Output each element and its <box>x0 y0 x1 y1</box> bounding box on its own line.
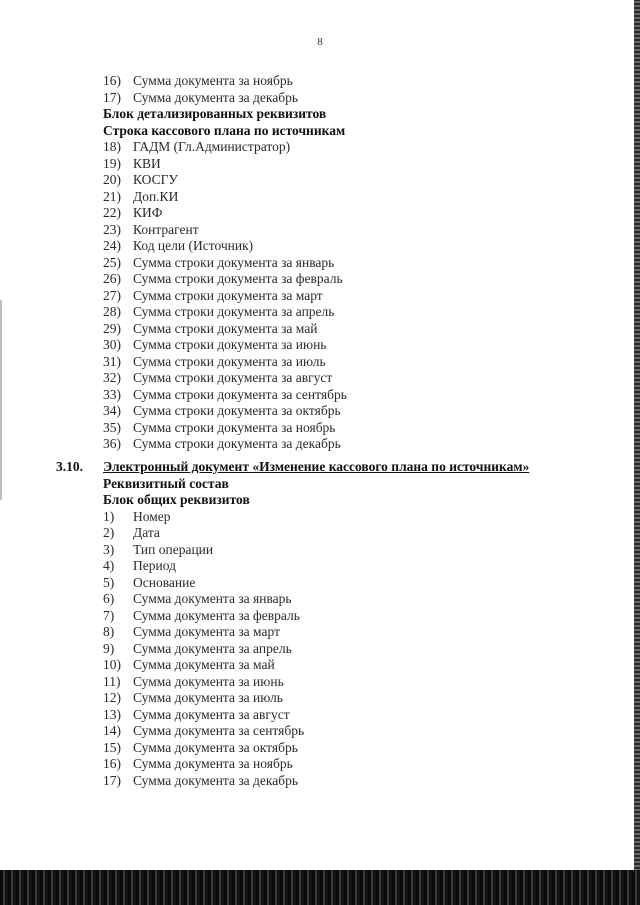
list-item-number: 21) <box>103 188 121 204</box>
section-title: Электронный документ «Изменение кассового плана по источникам» <box>103 458 530 474</box>
list-item-text: Сумма документа за июнь <box>133 673 284 689</box>
list-item-text: Сумма строки документа за июль <box>133 353 326 369</box>
list-item-number: 17) <box>103 89 121 105</box>
list-item-number: 28) <box>103 304 121 319</box>
list-item-text: Тип операции <box>133 541 214 557</box>
list-item <box>0 73 640 90</box>
list-item-number: 27) <box>103 287 121 303</box>
list-item-number: 1) <box>103 508 115 524</box>
list-item <box>0 608 640 625</box>
list-item-number: 7) <box>103 607 115 623</box>
list-item <box>0 436 640 453</box>
list-item <box>0 156 640 173</box>
list-item <box>0 139 640 156</box>
list-item <box>0 591 640 608</box>
list-item-text: Доп.КИ <box>133 188 179 204</box>
list-item-number: 10) <box>103 657 121 672</box>
list-item-number: 19) <box>103 155 121 171</box>
list-item-text: Сумма документа за февраль <box>133 607 300 623</box>
list-item-number: 17) <box>103 772 121 788</box>
page-number: 8 <box>317 36 323 48</box>
list-item-text: Контрагент <box>133 221 199 237</box>
list-item <box>0 723 640 740</box>
list-item-text: Сумма строки документа за январь <box>133 254 335 270</box>
list-item <box>0 773 640 790</box>
list-item-number: 4) <box>103 558 115 573</box>
list-item-text: Основание <box>133 574 196 590</box>
list-item-text: Сумма документа за ноябрь <box>133 73 293 88</box>
section-subheading: Блок общих реквизитов <box>103 492 250 507</box>
list-item-text: Код цели (Источник) <box>133 238 254 253</box>
detail-block-subheading: Строка кассового плана по источникам <box>103 122 346 138</box>
list-item-text: Сумма документа за март <box>133 624 280 639</box>
top-list <box>0 73 640 106</box>
document-body <box>0 73 640 789</box>
list-item <box>0 525 640 542</box>
scan-bottom-band <box>0 870 640 905</box>
list-item-text: Сумма строки документа за март <box>133 287 323 303</box>
list-item <box>0 90 640 107</box>
list-item-text: Сумма документа за май <box>133 657 275 672</box>
list-item <box>0 403 640 420</box>
list-item-number: 3) <box>103 541 115 557</box>
list-item-number: 11) <box>103 673 121 689</box>
list-item-text: Сумма строки документа за сентябрь <box>133 386 347 402</box>
section-number: 3.10. <box>56 458 83 474</box>
list-item <box>0 304 640 321</box>
list-item <box>0 370 640 387</box>
list-item-text: Сумма документа за апрель <box>133 640 292 656</box>
list-item <box>0 690 640 707</box>
list-item-number: 8) <box>103 624 115 639</box>
section-header <box>0 458 640 476</box>
list-item-text: Сумма строки документа за апрель <box>133 304 335 319</box>
list-item <box>0 271 640 288</box>
list-item-text: Сумма строки документа за ноябрь <box>133 419 336 435</box>
list-item <box>0 420 640 437</box>
list-item-text: Сумма документа за ноябрь <box>133 756 293 771</box>
list-item-number: 15) <box>103 739 121 755</box>
list-item-number: 16) <box>103 756 121 771</box>
list-item-text: Сумма документа за август <box>133 706 290 722</box>
list-item <box>0 255 640 272</box>
section-list <box>0 509 640 790</box>
list-item-text: Сумма документа за январь <box>133 591 292 606</box>
list-item-text: КОСГУ <box>133 172 178 187</box>
list-item <box>0 740 640 757</box>
list-item <box>0 707 640 724</box>
list-item-text: Сумма документа за июль <box>133 690 283 705</box>
list-item-text: КВИ <box>133 155 161 171</box>
list-item-number: 33) <box>103 386 121 402</box>
list-item <box>0 354 640 371</box>
list-item-text: Сумма строки документа за август <box>133 370 333 385</box>
list-item <box>0 387 640 404</box>
list-item-number: 22) <box>103 205 121 220</box>
list-item-number: 25) <box>103 254 121 270</box>
list-item-number: 32) <box>103 370 121 385</box>
list-item <box>0 542 640 559</box>
list-item-number: 29) <box>103 320 121 336</box>
list-item-number: 9) <box>103 640 115 656</box>
list-item-number: 12) <box>103 690 121 705</box>
list-item <box>0 172 640 189</box>
list-item <box>0 321 640 338</box>
list-item <box>0 674 640 691</box>
list-item-number: 26) <box>103 271 121 286</box>
list-item <box>0 657 640 674</box>
list-item-number: 14) <box>103 723 121 738</box>
list-item-text: Сумма строки документа за февраль <box>133 271 343 286</box>
list-item <box>0 288 640 305</box>
list-item <box>0 205 640 222</box>
list-item-number: 36) <box>103 436 121 451</box>
list-item-number: 6) <box>103 591 115 606</box>
list-item-text: Сумма строки документа за июнь <box>133 337 327 352</box>
list-item-text: Номер <box>133 508 171 524</box>
list-item <box>0 641 640 658</box>
list-item-number: 23) <box>103 221 121 237</box>
list-item-number: 24) <box>103 238 121 253</box>
list-item <box>0 575 640 592</box>
detail-block-heading: Блок детализированных реквизитов <box>103 106 327 121</box>
list-item-text: Сумма документа за декабрь <box>133 89 299 105</box>
list-item-text: Сумма строки документа за октябрь <box>133 403 341 418</box>
list-item-text: Сумма строки документа за май <box>133 320 318 336</box>
list-item-text: Сумма документа за октябрь <box>133 739 298 755</box>
section-heading: Реквизитный состав <box>103 475 229 491</box>
list-item-number: 2) <box>103 525 115 540</box>
list-item-number: 35) <box>103 419 121 435</box>
list-item <box>0 189 640 206</box>
list-item-number: 30) <box>103 337 121 352</box>
list-item-text: Сумма строки документа за декабрь <box>133 436 341 451</box>
list-item <box>0 624 640 641</box>
list-item-number: 5) <box>103 574 115 590</box>
list-item-number: 20) <box>103 172 121 187</box>
list-item <box>0 337 640 354</box>
list-item <box>0 509 640 526</box>
list-item-number: 13) <box>103 706 121 722</box>
list-item-text: Дата <box>133 525 160 540</box>
list-item <box>0 756 640 773</box>
list-item-number: 34) <box>103 403 121 418</box>
list-item-number: 31) <box>103 353 121 369</box>
list-item-number: 18) <box>103 139 121 154</box>
list-item-text: Период <box>133 558 176 573</box>
list-item <box>0 238 640 255</box>
list-item-text: КИФ <box>133 205 163 220</box>
list-item <box>0 558 640 575</box>
list-item-number: 16) <box>103 73 121 88</box>
list-item <box>0 222 640 239</box>
list-item-text: Сумма документа за декабрь <box>133 772 299 788</box>
detail-list <box>0 139 640 453</box>
list-item-text: ГАДМ (Гл.Администратор) <box>133 139 291 154</box>
list-item-text: Сумма документа за сентябрь <box>133 723 305 738</box>
